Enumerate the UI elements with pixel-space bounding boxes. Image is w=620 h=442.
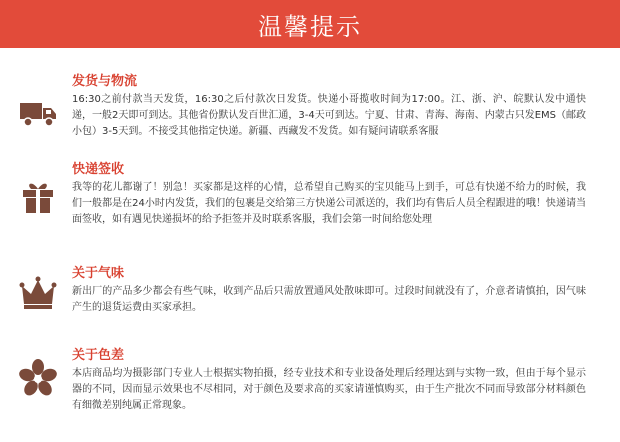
section-body: 我等的花儿都谢了！别急！买家都是这样的心情，总希望自己购买的宝贝能马上到手，可总有快递不给力的时候，我们一般都是在24小时内发货，我们的包裹是交给第三方快递公司派送的，我们均有售后人员全程跟进的哦！快递请当面签收，如有遇见快递损坏的给予拒签并及时联系客服，我们会第一时间给您处理	[72, 182, 586, 225]
delivery-truck-icon	[18, 94, 58, 134]
section-heading: 关于气味	[72, 266, 125, 281]
section-body: 新出厂的产品多少都会有些气味，收到产品后只需放置通风处散味即可。过段时间就没有了，介意者请慎拍，因气味产生的退货运费由买家承担。	[72, 286, 586, 313]
gift-box-icon	[18, 176, 58, 216]
crown-icon	[18, 274, 58, 314]
flower-icon	[18, 358, 58, 398]
section-body: 本店商品均为摄影部门专业人士根据实物拍摄，经专业技术和专业设备处理后经理达到与实物一致，但由于每个显示器的不同，因而显示效果也不尽相同，对于颜色及要求高的买家请谨慎购买，由于生产批次不同而导致部分材料颜色有细微差别纯属正常现象。	[72, 368, 586, 411]
section-color-difference	[0, 344, 620, 436]
section-heading: 快递签收	[72, 162, 125, 177]
section-odor	[0, 262, 620, 322]
section-heading: 发货与物流	[72, 74, 138, 89]
section-delivery	[0, 158, 620, 258]
section-body: 16:30之前付款当天发货，16:30之后付款次日发货。快递小哥揽收时间为17:00。江、浙、沪、皖默认发中通快递，一般2天即可到达。其他省份默认发百世汇通，3-4天可到达。宁夏、甘肃、青海、海南、内蒙古只发EMS（邮政小包）3-5天到。不接受其他指定快递。新疆、西藏发不发货。如有疑问请联系客服	[72, 94, 586, 137]
header-banner	[0, 0, 620, 48]
page-title: 温馨提示	[258, 12, 362, 41]
section-shipping	[0, 70, 620, 150]
section-heading: 关于色差	[72, 348, 125, 363]
